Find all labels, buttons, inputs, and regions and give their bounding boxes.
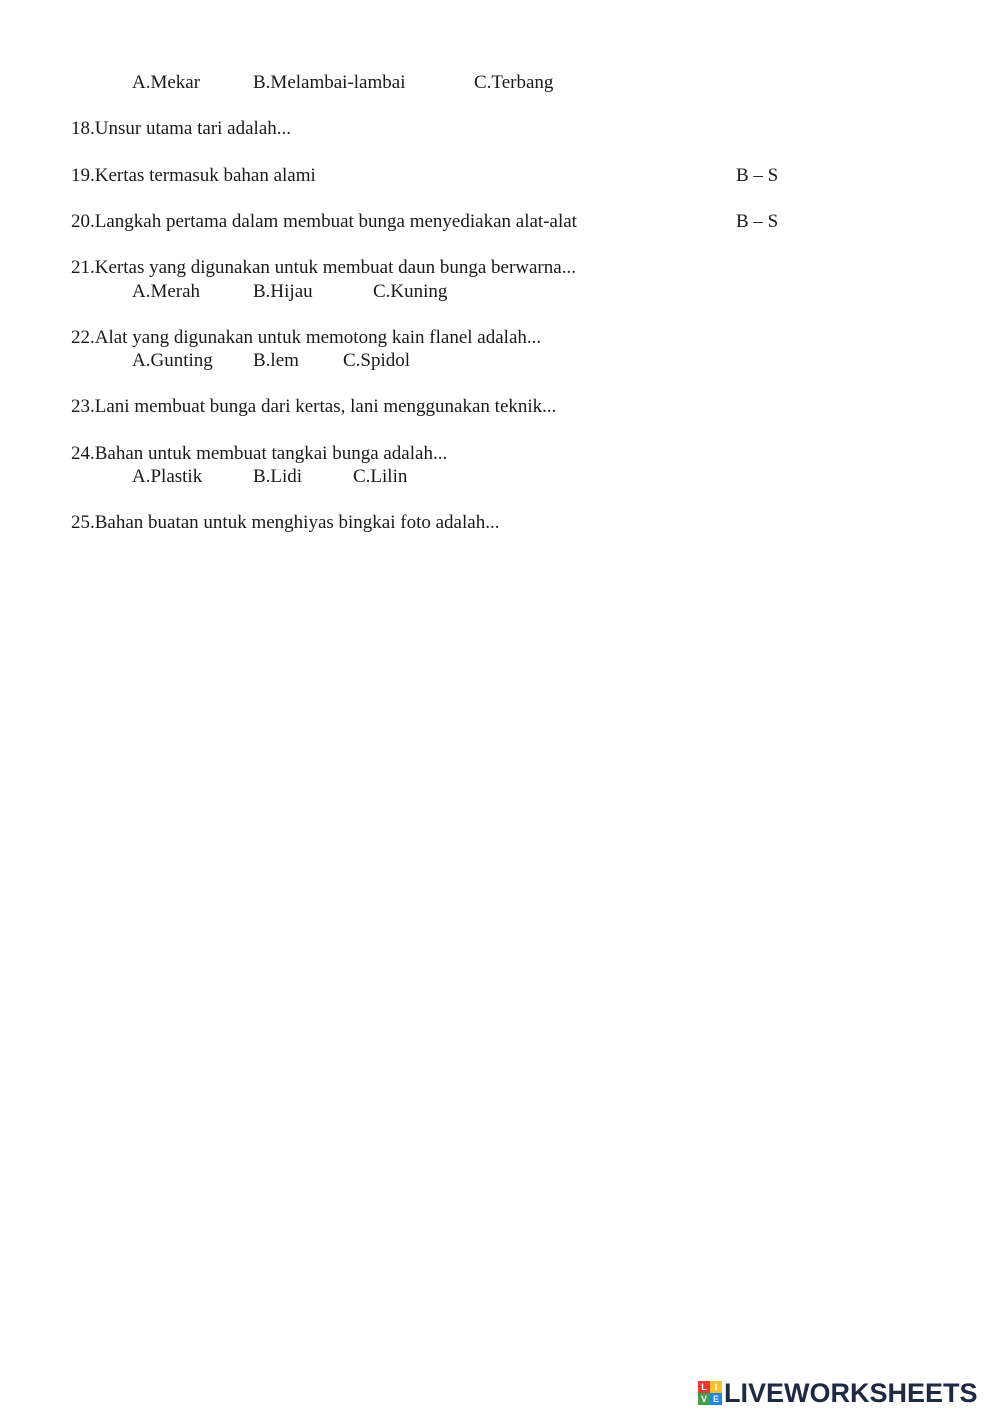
- question-18: 18.Unsur utama tari adalah...: [71, 118, 292, 139]
- q17-option-c: C.Terbang: [474, 72, 554, 93]
- liveworksheets-logo[interactable]: [698, 1377, 978, 1408]
- q22-option-c: C.Spidol: [343, 350, 411, 371]
- logo-tile: L: [698, 1381, 710, 1393]
- q24-option-b: B.Lidi: [253, 466, 303, 487]
- q17-option-b: B.Melambai-lambai: [253, 72, 406, 93]
- q22-option-a: A.Gunting: [132, 350, 213, 371]
- question-22: 22.Alat yang digunakan untuk memotong kain flanel adalah...: [71, 327, 542, 348]
- question-24: 24.Bahan untuk membuat tangkai bunga adalah...: [71, 443, 448, 464]
- question-21: 21.Kertas yang digunakan untuk membuat daun bunga berwarna...: [71, 257, 576, 278]
- q21-option-b: B.Hijau: [253, 281, 313, 302]
- q21-option-a: A.Merah: [132, 281, 201, 302]
- q24-option-a: A.Plastik: [132, 466, 203, 487]
- q24-option-c: C.Lilin: [353, 466, 408, 487]
- q21-option-c: C.Kuning: [373, 281, 448, 302]
- q17-option-a: A.Mekar: [132, 72, 201, 93]
- question-19: 19.Kertas termasuk bahan alami: [71, 165, 316, 186]
- question-19-answer-choice: B – S: [736, 165, 779, 186]
- logo-tile: E: [710, 1393, 722, 1405]
- logo-tile: V: [698, 1393, 710, 1405]
- liveworksheets-logo-text: LIVEWORKSHEETS: [724, 1377, 978, 1408]
- question-20: 20.Langkah pertama dalam membuat bunga menyediakan alat-alat: [71, 211, 577, 232]
- liveworksheets-logo-icon: [698, 1381, 722, 1405]
- q22-option-b: B.lem: [253, 350, 299, 371]
- question-23: 23.Lani membuat bunga dari kertas, lani menggunakan teknik...: [71, 396, 557, 417]
- question-20-answer-choice: B – S: [736, 211, 779, 232]
- logo-tile: I: [710, 1381, 722, 1393]
- question-25: 25.Bahan buatan untuk menghiyas bingkai foto adalah...: [71, 512, 500, 533]
